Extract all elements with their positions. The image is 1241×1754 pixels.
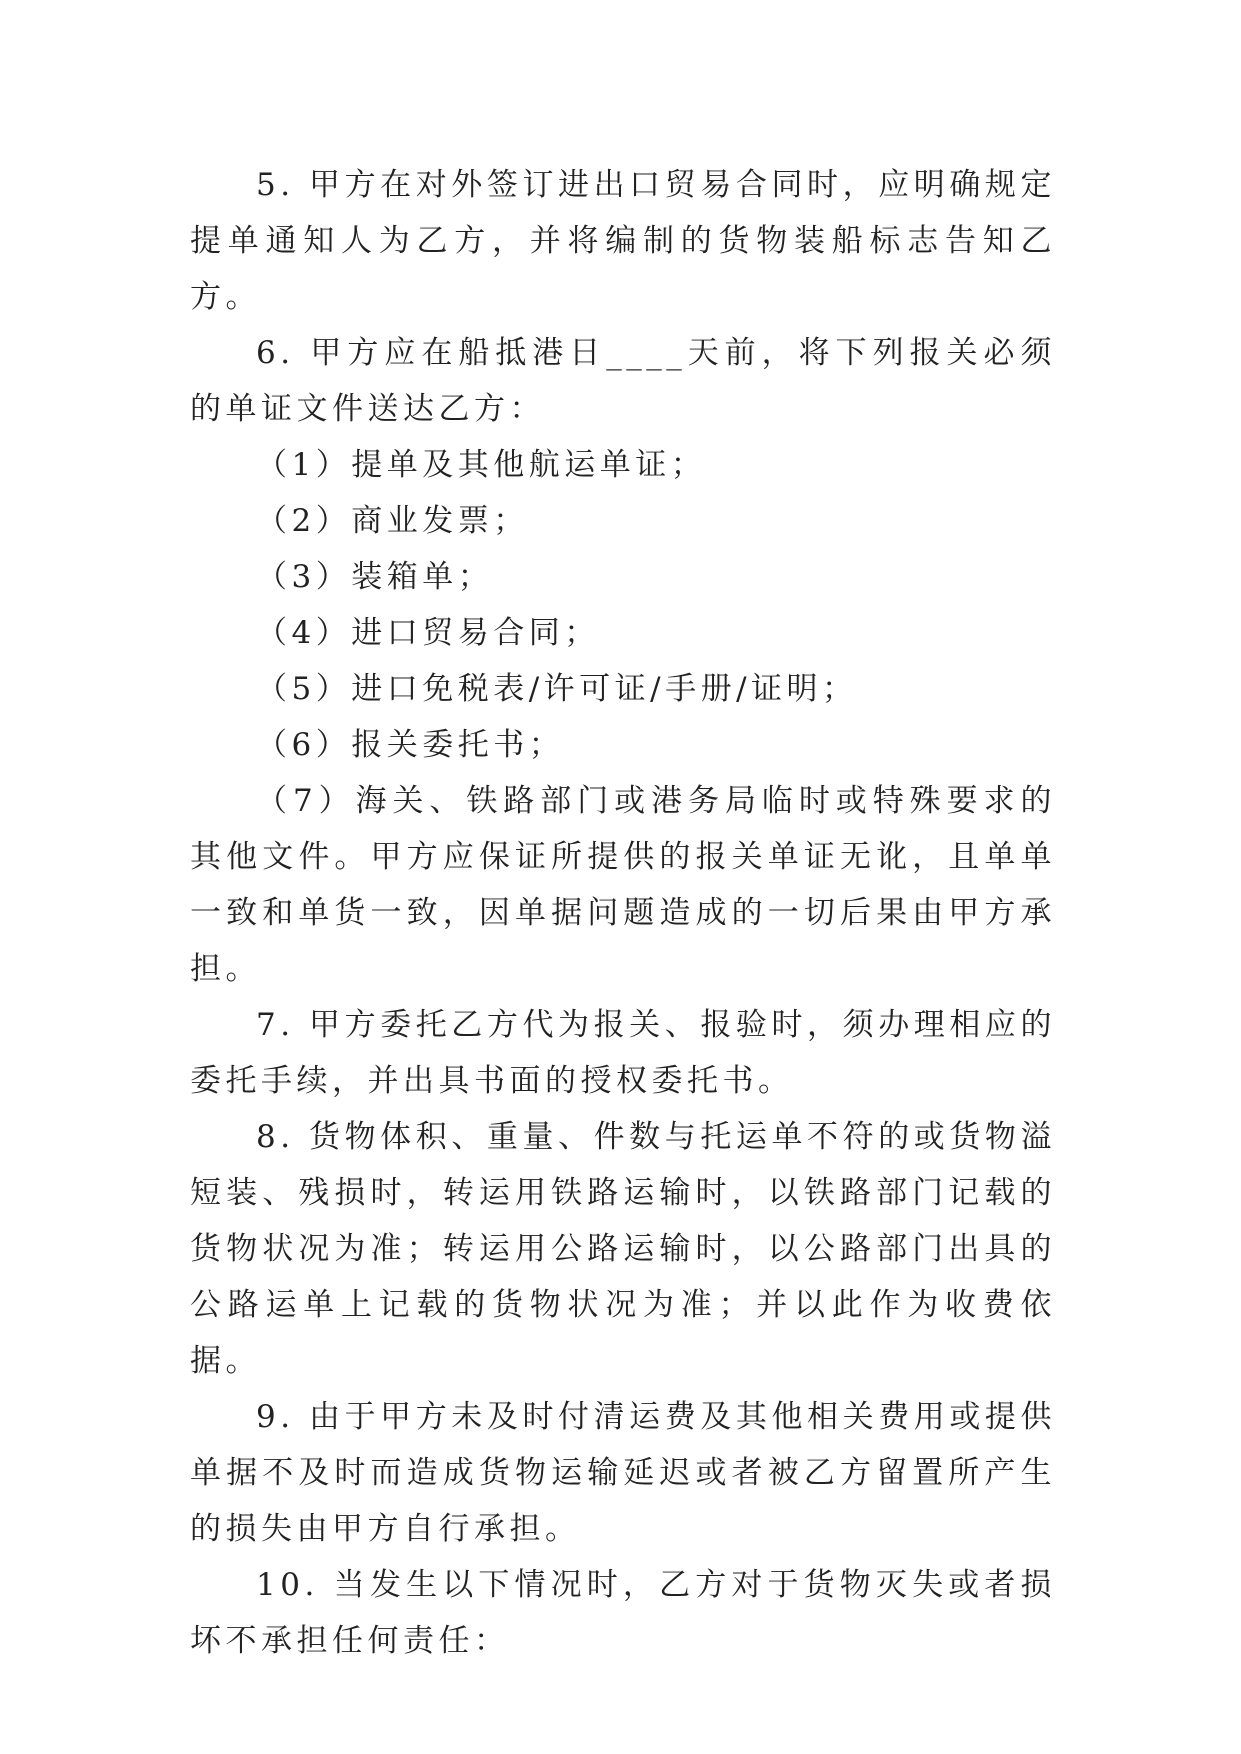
- clause-6-item-1: （1）提单及其他航运单证；: [256, 447, 707, 483]
- clause-9: 9. 由于甲方未及时付清运费及其他相关费用或提供单据不及时而造成货物运输延迟或者被乙方留置所产生的损失由甲方自行承担。: [190, 1399, 1056, 1547]
- clause-6: 6. 甲方应在船抵港日____天前，将下列报关必须的单证文件送达乙方：: [190, 335, 1056, 427]
- clause-6-item-4: （4）进口贸易合同；: [256, 615, 600, 651]
- clause-5: 5. 甲方在对外签订进出口贸易合同时，应明确规定提单通知人为乙方，并将编制的货物装船标志告知乙方。: [190, 167, 1056, 315]
- clause-10: 10. 当发生以下情况时，乙方对于货物灭失或者损坏不承担任何责任：: [190, 1567, 1056, 1659]
- clause-6-item-3: （3）装箱单；: [256, 559, 494, 595]
- clause-8: 8. 货物体积、重量、件数与托运单不符的或货物溢短装、残损时，转运用铁路运输时，以铁路部门记载的货物状况为准；转运用公路运输时，以公路部门出具的公路运单上记载的货物状况为准；并以此作为收费依据。: [190, 1119, 1056, 1379]
- clause-6-item-5: （5）进口免税表/许可证/手册/证明；: [256, 671, 858, 707]
- clause-6-item-7: （7）海关、铁路部门或港务局临时或特殊要求的其他文件。甲方应保证所提供的报关单证无讹，且单单一致和单货一致，因单据问题造成的一切后果由甲方承担。: [190, 783, 1056, 987]
- document-page: [190, 157, 1056, 1669]
- clause-6-item-2: （2）商业发票；: [256, 503, 529, 539]
- clause-7: 7. 甲方委托乙方代为报关、报验时，须办理相应的委托手续，并出具书面的授权委托书。: [190, 1007, 1056, 1099]
- clause-6-item-6: （6）报关委托书；: [256, 727, 565, 763]
